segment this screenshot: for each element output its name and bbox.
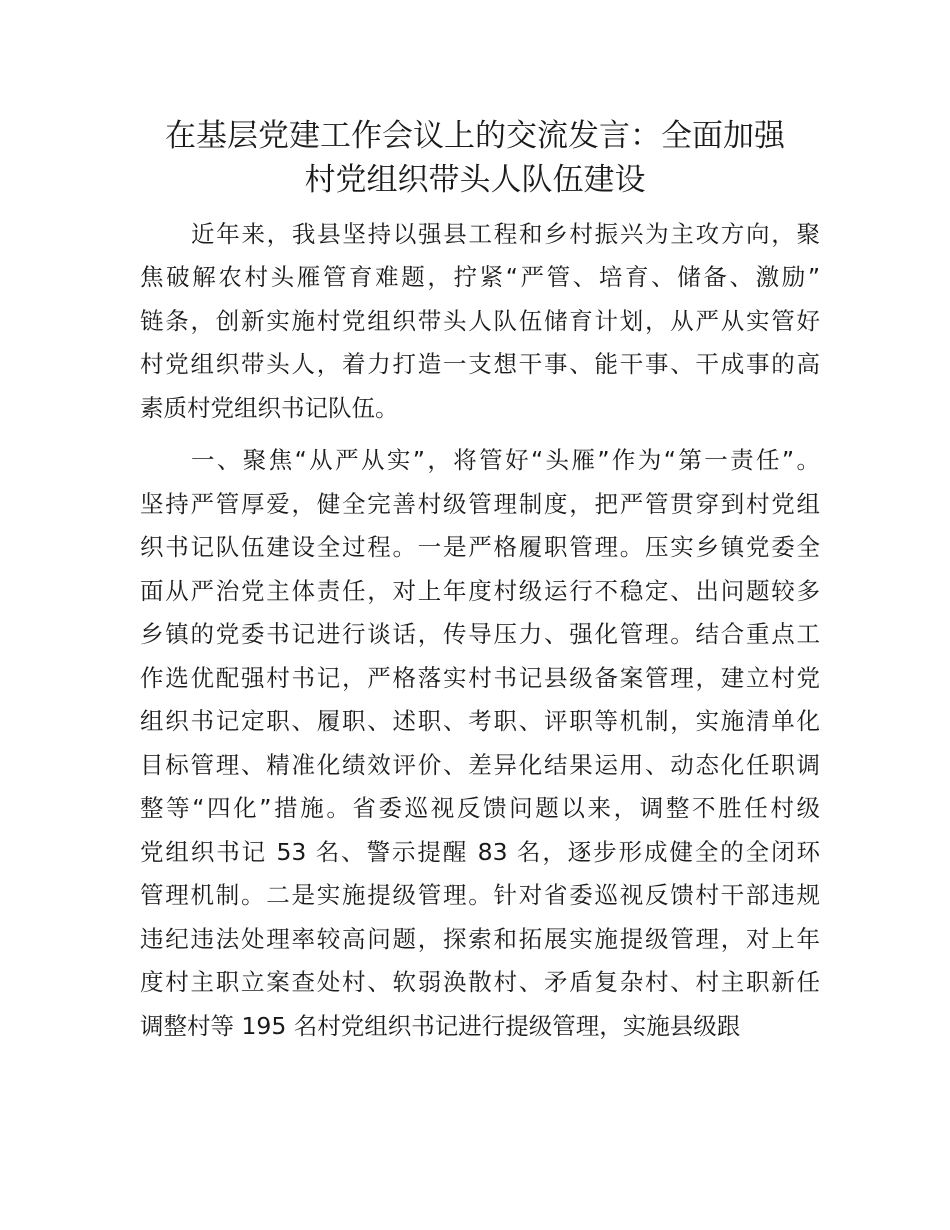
paragraph-2-line: 一、聚焦“从严从实”，将管好“头雁”作为“第一责任”。 xyxy=(191,446,820,474)
paragraph-1-line: 近年来，我县坚持以强县工程和乡村振兴为主攻方向，聚 xyxy=(191,220,820,248)
paragraph-1-line: 链条，创新实施村党组织带头人队伍储育计划，从严从实管好 xyxy=(140,307,820,335)
paragraph-1-line: 村党组织带头人，着力打造一支想干事、能干事、干成事的高 xyxy=(140,350,820,378)
paragraph-2-line: 面从严治党主体责任，对上年度村级运行不稳定、出问题较多 xyxy=(140,577,820,605)
paragraph-2-line: 整等“四化”措施。省委巡视反馈问题以来，调整不胜任村级 xyxy=(140,794,820,822)
paragraph-2-line: 组织书记定职、履职、述职、考职、评职等机制，实施清单化 xyxy=(140,707,820,735)
paragraph-2-line: 违纪违法处理率较高问题，探索和拓展实施提级管理，对上年 xyxy=(140,925,820,953)
document-title-line-2: 村党组织带头人队伍建设 xyxy=(304,162,646,198)
paragraph-2-line: 调整村等 195 名村党组织书记进行提级管理，实施县级跟 xyxy=(140,1012,741,1040)
paragraph-2-line: 目标管理、精准化绩效评价、差异化结果运用、动态化任职调 xyxy=(140,751,820,779)
document-title-line-1: 在基层党建工作会议上的交流发言：全面加强 xyxy=(165,118,785,154)
paragraph-2-line: 织书记队伍建设全过程。一是严格履职管理。压实乡镇党委全 xyxy=(140,533,820,561)
paragraph-2-line: 作选优配强村书记，严格落实村书记县级备案管理，建立村党 xyxy=(140,664,820,692)
paragraph-2-line: 党组织书记 53 名、警示提醒 83 名，逐步形成健全的全闭环 xyxy=(140,838,820,866)
paragraph-2-line: 度村主职立案查处村、软弱涣散村、矛盾复杂村、村主职新任 xyxy=(140,968,820,996)
paragraph-1-line: 素质村党组织书记队伍。 xyxy=(140,394,399,422)
paragraph-1-line: 焦破解农村头雁管育难题，拧紧“严管、培育、储备、激励” xyxy=(140,263,820,291)
paragraph-2-line: 管理机制。二是实施提级管理。针对省委巡视反馈村干部违规 xyxy=(140,881,820,909)
paragraph-2-line: 乡镇的党委书记进行谈话，传导压力、强化管理。结合重点工 xyxy=(140,620,820,648)
paragraph-2-line: 坚持严管厚爱，健全完善村级管理制度，把严管贯穿到村党组 xyxy=(140,490,820,518)
